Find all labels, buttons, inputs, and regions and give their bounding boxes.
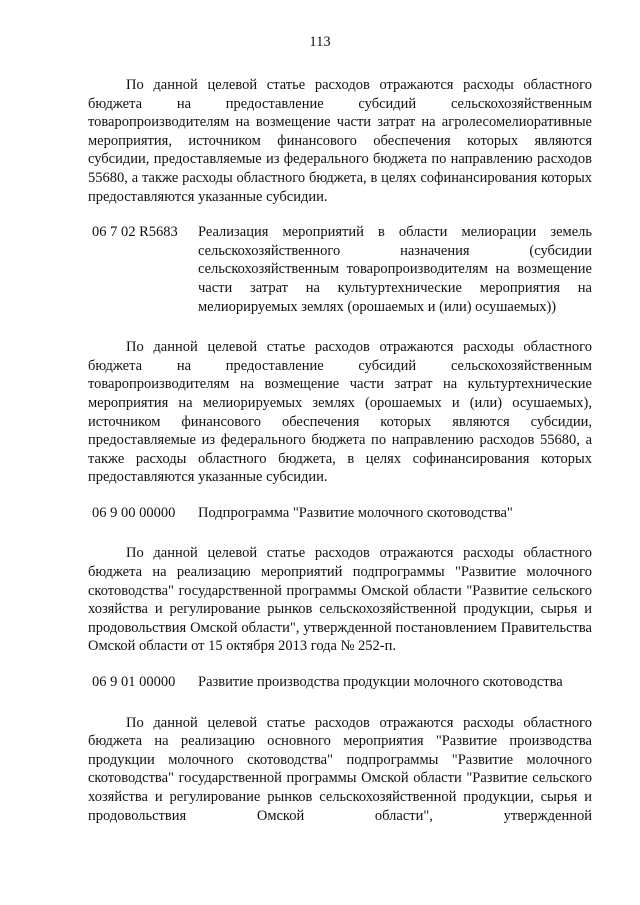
code-entry-06901 <box>88 673 592 692</box>
code-entry-r5683 <box>88 223 592 316</box>
document-body <box>88 76 592 825</box>
expense-title: Развитие производства продукции молочного скотоводства <box>198 674 563 691</box>
paragraph-3: По данной целевой статье расходов отражаются расходы областного бюджета на реализацию мероприятий подпрограммы "Развитие молочного скотоводства" государственной программы Омской области "Развитие сельского хозяйства и регулирование рынков сельскохозяйственной продукции, сырья и продовольствия Омской области", утвержденной постановлением Правительства Омской области от 15 октября 2013 года № 252-п. <box>88 545 592 655</box>
expense-code: 06 7 02 R5683 <box>92 224 178 241</box>
code-entry-06900 <box>88 504 592 523</box>
expense-code: 06 9 01 00000 <box>92 674 176 691</box>
expense-code: 06 9 00 00000 <box>92 504 176 521</box>
paragraph-4: По данной целевой статье расходов отражаются расходы областного бюджета на реализацию основного мероприятия "Развитие производства продукции молочного скотоводства" подпрограммы "Развитие молочного скотоводства" государственной программы Омской области "Развитие сельского хозяйства и регулирование рынков сельскохозяйственной продукции, сырья и продовольствия Омской области", утвержденной <box>88 714 592 824</box>
page-number: 113 <box>309 34 331 50</box>
paragraph-1: По данной целевой статье расходов отражаются расходы областного бюджета на предоставление субсидий сельскохозяйственным товаропроизводителям на возмещение части затрат на агролесомелиоративные мероприятия, источником финансового обеспечения которых являются субсидии, предоставляемые из федерального бюджета по направлению расходов 55680, а также расходы областного бюджета, в целях софинансирования которых предоставляются указанные субсидии. <box>88 77 592 205</box>
expense-title: Подпрограмма "Развитие молочного скотоводства" <box>198 504 513 521</box>
paragraph-2: По данной целевой статье расходов отражаются расходы областного бюджета на предоставление субсидий сельскохозяйственным товаропроизводителям на возмещение части затрат на культуртехнические мероприятия на мелиорируемых землях (орошаемых и (или) осушаемых), источником финансового обеспечения которых являются субсидии, предоставляемые из федерального бюджета по направлению расходов 55680, а также расходы областного бюджета, в целях софинансирования которых предоставляются указанные субсидии. <box>88 339 592 486</box>
expense-title: Реализация мероприятий в области мелиорации земель сельскохозяйственного назначения (субсидии сельскохозяйственным товаропроизводителям на возмещение части затрат на культуртехнические мероприятия на мелиорируемых землях (орошаемых и (или) осушаемых)) <box>198 224 592 315</box>
